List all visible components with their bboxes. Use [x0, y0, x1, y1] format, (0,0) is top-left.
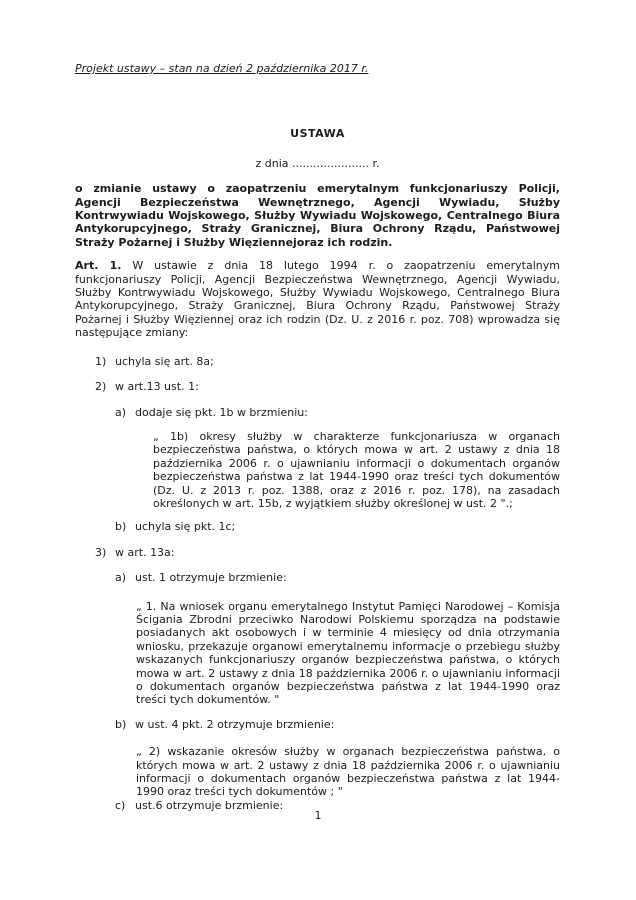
subpoint-3b-marker: b) [115, 717, 127, 731]
document-title: USTAWA [290, 127, 345, 141]
amendment-point-1 [75, 355, 560, 368]
quoted-provision-ust-1: „ 1. Na wniosek organu emerytalnego Instytut Pamięci Narodowej – Komisja Ścigania Zbrodni przeciwko Narodowi Polskiemu sporządza na podstawie posiadanych akt osobowych i w terminie 4 miesięcy od dnia otrzymania wniosku, przekazuje organowi emerytalnemu informacje o przebiegu służby wskazanych funkcjonariuszy organów bezpieczeństwa państwa, o których mowa w art. 2 ustawy z dnia 18 października 2006 r. o ujawnianiu informacji o dokumentach organów bezpieczeństwa państwa z lat 1944-1990 oraz treści tych dokumentów. " [136, 599, 560, 707]
date-line: z dnia ...................... r. [255, 156, 380, 170]
subpoint-3c-marker: c) [115, 798, 126, 812]
subject-paragraph: o zmianie ustawy o zaopatrzeniu emerytalnym funkcjonariuszy Policji, Agencji Bezpieczeństwa Wewnętrznego, Agencji Wywiadu, Służby Kontrwywiadu Wojskowego, Służby Wywiadu Wojskowego, Centralnego Biura Antykorupcyjnego, Straży Granicznej, Biura Ochrony Rządu, Państwowej Straży Pożarnej i Służby Więziennejoraz ich rodzin. [75, 182, 560, 249]
point-1-marker: 1) [95, 354, 107, 368]
subpoint-2b-text: uchyla się pkt. 1c; [135, 520, 236, 534]
subpoint-3c-text: ust.6 otrzymuje brzmienie: [135, 798, 284, 812]
draft-status-note: Projekt ustawy – stan na dzień 2 października 2017 r. [75, 62, 369, 75]
subpoint-3a-marker: a) [115, 571, 127, 585]
subpoint-2a [75, 406, 560, 419]
article-1-label: Art. 1. [75, 259, 122, 273]
subpoint-2b-marker: b) [115, 520, 127, 534]
quoted-provision-pkt-1b: „ 1b) okresy służby w charakterze funkcjonariusza w organach bezpieczeństwa państwa, o których mowa w art. 2 ustawy z dnia 18 października 2006 r. o ujawnianiu informacji o dokumentach organów bezpieczeństwa państwa z lat 1944-1990 oraz treści tych dokumentów (Dz. U. z 2013 r. poz. 1388, oraz z 2016 r. poz. 178), na zasadach określonych w art. 15b, z wyjątkiem służby określonej w ust. 2 ".; [153, 429, 560, 510]
page-number: 1 [314, 809, 322, 822]
point-2-marker: 2) [95, 380, 107, 394]
article-1-text: W ustawie z dnia 18 lutego 1994 r. o zaopatrzeniu emerytalnym funkcjonariuszy Policji, Agencji Bezpieczeństwa Wewnętrznego, Agencji Wywiadu, Służby Kontrwywiadu Wojskowego, Służby Wywiadu Wojskowego, Centralnego Biura Antykorupcyjnego, Straży Granicznej, Biura Ochrony Rządu, Państwowej Straży Pożarnej i Służby Więziennej oraz ich rodzin (Dz. U. z 2016 r. poz. 708) wprowadza się następujące zmiany: [75, 259, 560, 340]
point-1-text: uchyla się art. 8a; [115, 354, 214, 368]
amendment-point-2 [75, 380, 560, 393]
point-3-text: w art. 13a: [115, 545, 175, 559]
subpoint-2a-marker: a) [115, 405, 127, 419]
subpoint-3a-text: ust. 1 otrzymuje brzmienie: [135, 571, 287, 585]
subpoint-3b [75, 718, 560, 731]
subpoint-3b-text: w ust. 4 pkt. 2 otrzymuje brzmienie: [135, 717, 335, 731]
subpoint-2a-text: dodaje się pkt. 1b w brzmieniu: [135, 405, 308, 419]
amendment-point-3 [75, 546, 560, 559]
subpoint-3a [75, 571, 560, 584]
subpoint-2b [75, 520, 560, 533]
quoted-provision-pkt-2: „ 2) wskazanie okresów służby w organach bezpieczeństwa państwa, o których mowa w art. 2 ustawy z dnia 18 października 2006 r. o ujawnianiu informacji o dokumentach organów bezpieczeństwa państwa z lat 1944-1990 oraz treści tych dokumentów ; " [136, 745, 560, 799]
point-2-text: w art.13 ust. 1: [115, 380, 199, 394]
point-3-marker: 3) [95, 545, 107, 559]
article-1-paragraph [75, 259, 560, 339]
